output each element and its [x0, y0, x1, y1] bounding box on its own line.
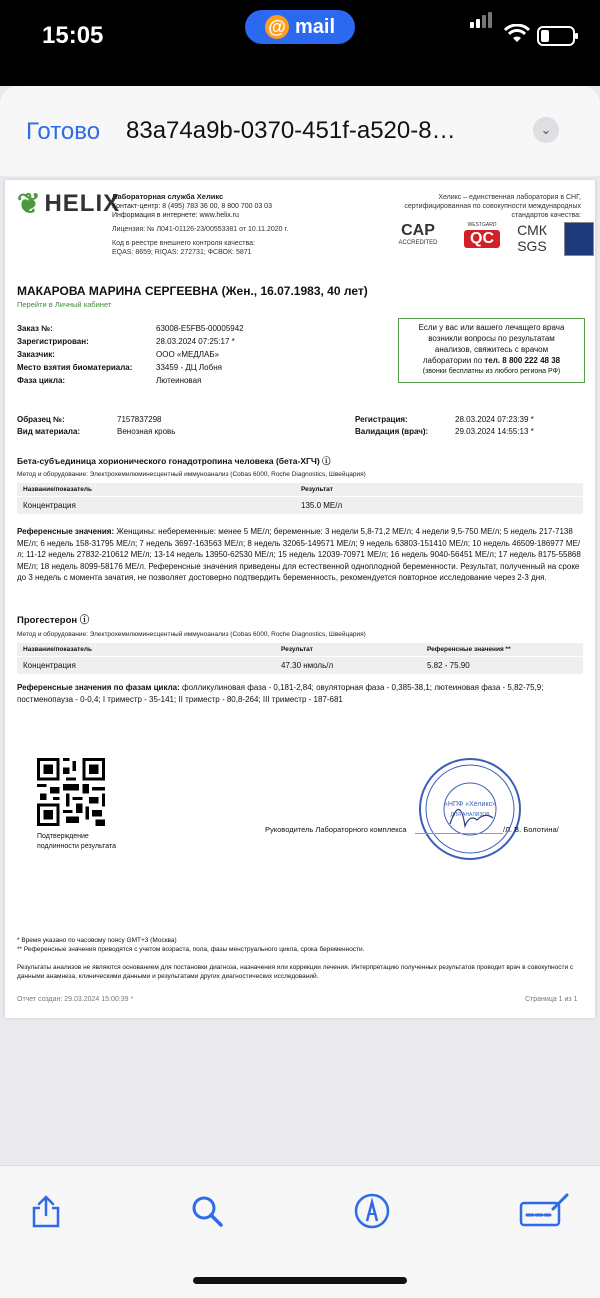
info-icon[interactable]: ⓘ [322, 456, 331, 466]
footnotes: * Время указано по часовому поясу GMT+3 (Москва) ** Референсные значения приводятся с учетом возраста, пола, фазы менструального цикла, срока беременности. Результаты анализов не являются основанием для постановки диагноза, назначения или коррекции лечения. Интерпретацию полученных результатов проводит врач в совокупности с данными анамнеза, клиническими данными и результатами других диагностических исследований. [17, 937, 574, 980]
helix-leaf-icon: ❦ [17, 188, 41, 219]
mail-label: mail [294, 15, 336, 38]
progesterone-section: Прогестерон ⓘ Метод и оборудование: Электрохемилюминесцентный иммуноанализ (Cobas 6000, Roche Diagnostics, Швейцария) Название/показатель Результат Референсные значения ** Концентрация 47.30 нмоль/л 5.82 - 75.90 Референсные значения по фазам цикла: фолликулиновая фаза - 0,181-2,84; овуляторная фаза - 0,385-38,1; лютеиновая фаза - 5,82-75,9; постменопауза - 0-0,4; I триместр - 35-141; II триместр - 80,8-264; III триместр - 187-681 [17, 612, 583, 705]
at-icon: @ [265, 15, 289, 39]
markup-icon[interactable] [354, 1193, 390, 1229]
accreditation-text: Хеликс – единственная лаборатория в СНГ, сертифицированная по совокупности международных стандартов качества: [404, 194, 581, 219]
home-indicator[interactable] [193, 1277, 407, 1284]
qr-caption: Подтверждение подлинности результата [37, 833, 116, 850]
signature-name: /Л. В. Болотина/ [503, 825, 559, 834]
table-row: Концентрация 47.30 нмоль/л 5.82 - 75.90 [23, 661, 470, 670]
done-button[interactable]: Готово [26, 118, 101, 145]
signature-edit-icon[interactable] [519, 1193, 571, 1229]
chevron-down-icon[interactable]: ⌄ [533, 117, 559, 143]
table-row: Концентрация 135.0 МЕ/л [23, 501, 343, 510]
search-icon[interactable] [189, 1193, 225, 1229]
wifi-icon [504, 24, 530, 44]
hcg-reference-values: Референсные значения: Женщины: небеременные: менее 5 МЕ/л; беременные: 3 недели 5,8-71,2 МЕ/л; 4 недели 9,5-750 МЕ/л; 5 недель 217-7138 МЕ/л; 6 недель 158-31795 МЕ/л; 7 недель 3697-163563 МЕ/л; 8 недель 32065-149571 МЕ/л; 9 недель 63803-151410 МЕ/л; 10 недель 46509-186977 МЕ/л; 11-12 недель 27832-210612 МЕ/л; 13-14 недель 13950-62530 МЕ/л; 15 недель 12039-70971 МЕ/л; 16 недель 9040-56451 МЕ/л; 17 недель 8175-55868 МЕ/л; 18 недель 8099-58176 МЕ/л. Референсные значения приведены для естественной одноплодной беременности. Результат, полученный на сроке до 3 недель с момента зачатия, не позволяет достоверно подтвердить беременность, рекомендуется повторное исследование через 2-3 дня. [17, 527, 581, 582]
stamp-subtext: ДЛЯ АНАЛИЗОВ [450, 812, 490, 818]
report-created: Отчет создан: 29.03.2024 15:00:39 * [17, 996, 134, 1003]
westgard-qc-badge: WESTGARD QC [464, 222, 500, 248]
file-name: 83a74a9b-0370-451f-a520-8… [126, 117, 456, 144]
page-indicator: Страница 1 из 1 [525, 996, 578, 1003]
cabinet-link[interactable]: Перейти в Личный кабинет [17, 300, 112, 309]
clock: 15:05 [42, 22, 104, 49]
accreditation-badges [388, 222, 594, 256]
contact-doctor-box: Если у вас или вашего лечащего врача возникли вопросы по результатам анализов, свяжитесь с врачом лаборатории по тел. 8 800 222 48 38 (звонки бесплатны из любого региона РФ) [398, 318, 585, 383]
share-icon[interactable] [28, 1193, 64, 1229]
signature-label: Руководитель Лабораторного комплекса [265, 825, 407, 834]
hcg-table: Название/показатель Результат Концентрация 135.0 МЕ/л [17, 483, 583, 514]
mail-app-pill[interactable] [245, 10, 355, 44]
cap-badge: CAP ACCREDITED [398, 222, 438, 246]
hcg-section: Бета-субъединица хорионического гонадотропина человека (бета-ХГЧ) ⓘ Метод и оборудование: Электрохемилюминесцентный иммуноанализ (Cobas 6000, Roche Diagnostics, Швейцария) Название/показатель Результат Концентрация 135.0 МЕ/л Референсные значения: Женщины: небеременные: менее 5 МЕ/л; беременные: 3 недели 5,8-71,2 МЕ/л; 4 недели 9,5-750 МЕ/л; 5 недель 217-7138 МЕ/л; 6 недель 158-31795 МЕ/л; 7 недель 3697-163563 МЕ/л; 8 недель 32065-149571 МЕ/л; 9 недель 63803-151410 МЕ/л; 10 недель 46509-186977 МЕ/л; 11-12 недель 27832-210612 МЕ/л; 13-14 недель 13950-62530 МЕ/л; 15 недель 12039-70971 МЕ/л; 16 недель 9040-56451 МЕ/л; 17 недель 8175-55868 МЕ/л; 18 недель 8099-58176 МЕ/л. Референсные значения приведены для естественной одноплодной беременности. Результат, полученный на сроке до 3 недель с момента зачатия, не позволяет достоверно подтвердить беременность, рекомендуется повторное исследование через 2-3 дня. [17, 455, 583, 584]
signature-line [415, 833, 503, 834]
qr-code[interactable] [37, 758, 105, 826]
helix-logo: ❦ HELIX [17, 188, 121, 219]
info-icon[interactable]: ⓘ [79, 615, 90, 626]
progesterone-reference-values: Референсные значения по фазам цикла: фолликулиновая фаза - 0,181-2,84; овуляторная фаза - 0,385-38,1; лютеиновая фаза - 5,82-75,9; постменопауза - 0-0,4; I триместр - 35-141; II триместр - 80,8-264; III триместр - 187-681 [17, 683, 544, 704]
order-details: Заказ №: 63008-E5FB5-00005942 Зарегистрирован: 28.03.2024 07:25:17 * Заказчик: ООО «МЕДЛАБ» Место взятия биоматериала: 33459 - ДЦ Лобня Фаза цикла: Лютеиновая [17, 324, 244, 385]
progesterone-table: Название/показатель Результат Референсные значения ** Концентрация 47.30 нмоль/л 5.82 - 75.90 [17, 643, 583, 674]
status-bar [0, 0, 600, 86]
certificate-badge [564, 222, 594, 256]
battery-icon [537, 26, 575, 46]
pdf-page [5, 180, 595, 1018]
stamp-text: «НПФ «Хеликс» [444, 801, 496, 808]
patient-name: МАКАРОВА МАРИНА СЕРГЕЕВНА (Жен., 16.07.1983, 40 лет) [17, 284, 368, 298]
license-info: Лицензия: № Л041-01126-23/00553381 от 10.11.2020 г. Код в реестре внешнего контроля качества: EQAS: 8659; RIQAS: 272731; ФСВОК: 5871 [112, 226, 289, 256]
sample-info: Образец №: 7157837298 Регистрация: 28.03.2024 07:23:39 * Вид материала: Венозная кровь Валидация (врач): 29.03.2024 14:55:13 * [17, 415, 534, 436]
sgs-badge: СМК SGS [517, 222, 547, 254]
lab-stamp [415, 754, 525, 864]
viewer-header [0, 86, 600, 176]
lab-info: Лабораторная служба Хеликс Контакт-центр: 8 (495) 783 36 00, 8 800 700 03 03 Информация в интернете: www.helix.ru [112, 192, 272, 219]
